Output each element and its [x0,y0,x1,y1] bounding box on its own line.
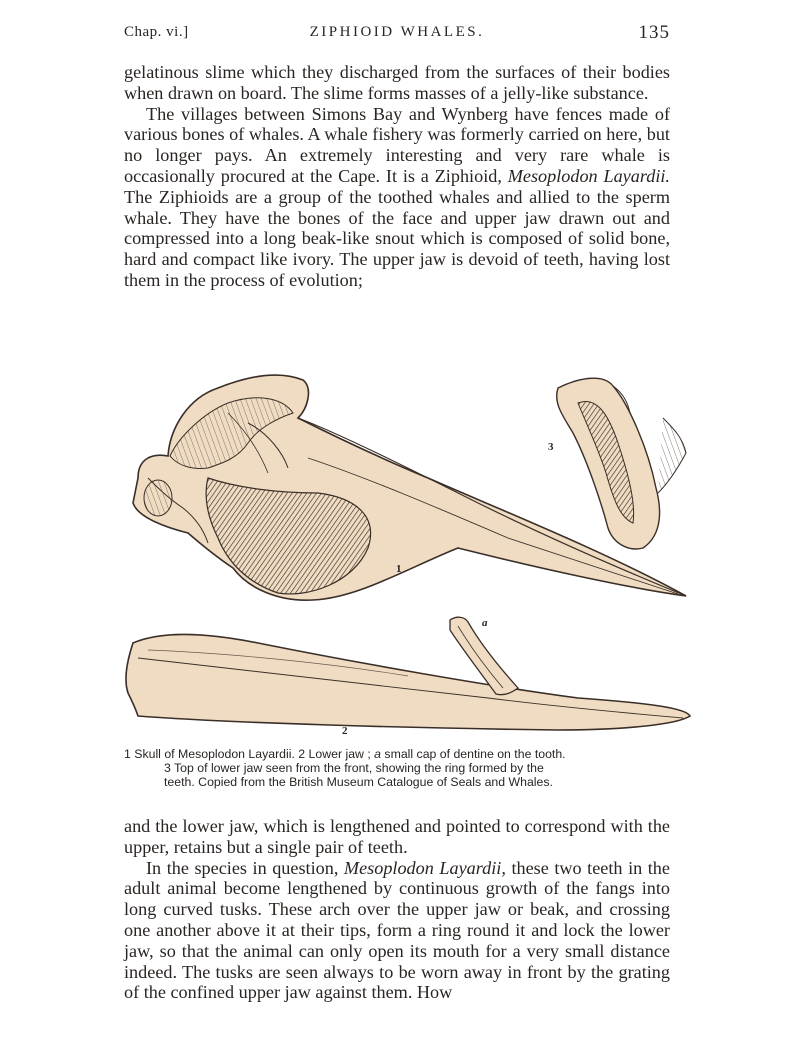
caption-line-1 [124,748,680,762]
figure-label-a: a [482,617,488,629]
species-name: Mesoplodon Layardii. [507,165,670,186]
paragraph-tusks [124,858,670,1004]
figure-label-1: 1 [396,563,402,575]
figure-caption [124,748,680,789]
paragraph-slime: gelatinous slime which they discharged from the surfaces of their bodies when drawn on board. The slime forms masses of a jelly-like substance. [124,62,670,103]
page-number: 135 [638,22,670,43]
species-name-2: Mesoplodon Layardii, [343,857,506,878]
caption-line-1-end: small cap of dentine on the tooth. [381,747,566,761]
whale-skull-figure [108,358,694,746]
caption-line-2: 3 Top of lower jaw seen from the front, showing the ring formed by the [164,760,544,775]
paragraph-ziphioid-start: The villages between Simons Bay and Wynberg have fences made of various bones of whales. A whale fishery was formerly carried on here, but no longer pays. An extremely interesting and very rare whale is occasionally procured at the Cape. It is a Ziphioid, [124,103,670,186]
figure-label-3: 3 [548,441,554,453]
caption-line-1-italic: a [374,747,382,761]
lower-jaw-drawing [126,617,690,737]
engraving-illustration [108,358,694,746]
body-text-bottom [124,816,670,1003]
caption-line-1-start: 1 Skull of Mesoplodon Layardii. 2 Lower jaw ; [124,747,375,761]
caption-line-3: teeth. Copied from the British Museum Catalogue of Seals and Whales. [164,774,553,789]
paragraph-ziphioid-end: The Ziphioids are a group of the toothed whales and allied to the sperm whale. They have the bones of the face and upper jaw drawn out and compressed into a long beak-like snout which is composed of solid bone, hard and compact like ivory. The upper jaw is devoid of teeth, having lost them in the process of evolution; [124,186,670,290]
paragraph-ziphioid [124,104,670,291]
paragraph-lower-jaw: and the lower jaw, which is lengthened and pointed to correspond with the upper, retains but a single pair of teeth. [124,816,670,857]
paragraph-tusks-start: In the species in question, [146,857,344,878]
body-text-top [124,62,670,291]
running-title: ZIPHIOID WHALES. [309,24,485,40]
running-head [124,22,670,48]
paragraph-tusks-end: these two teeth in the adult animal become lengthened by continuous growth of the fangs into long curved tusks. These arch over the upper jaw or beak, and crossing one another above it at their tips, form a ring round it and lock the lower jaw, so that the animal can only open its mouth for a very small distance indeed. The tusks are seen always to be worn away in front by the grating of the confined upper jaw against them. How [124,857,670,1003]
figure-label-2: 2 [342,725,348,737]
jaw-ring-drawing [548,378,686,549]
chapter-label: Chap. vi.] [124,24,189,40]
